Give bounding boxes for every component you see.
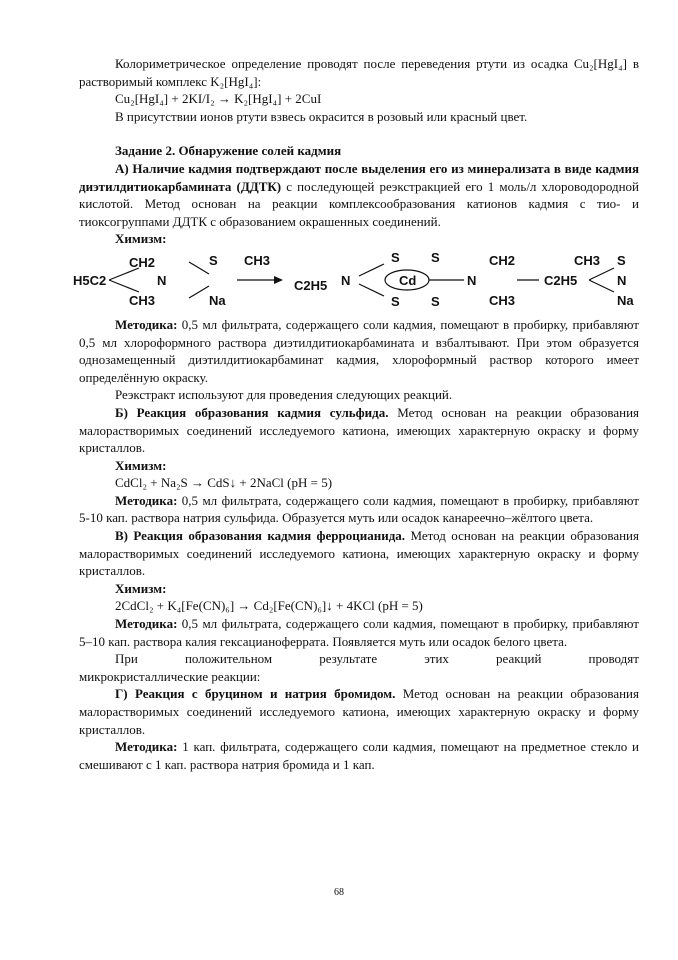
section-b-title: Б) Реакция образования кадмия сульфида. bbox=[115, 404, 389, 420]
paragraph-colorimetric: Колориметрическое определение проводят после переведения ртути из осадка Cu₂[HgI₄] в растворимый комплекс K₂[HgI₄]: bbox=[79, 56, 639, 89]
scheme-label-na: Na bbox=[209, 292, 226, 308]
scheme-label-n-4: N bbox=[617, 272, 627, 288]
equation-3: 2CdCl₂ + K₄[Fe(CN)₆] → Cd₂[Fe(CN)₆]↓ + 4KCl (pH = 5) bbox=[115, 598, 423, 614]
section-a-title: А) Наличие кадмия подтверждают после выделения его из минерализата в виде кадмия диэтилдитиокарбамината (ДДТК) bbox=[79, 160, 639, 194]
scheme-label-c2h5: C2H5 bbox=[294, 277, 328, 293]
scheme-label-ch3-far: CH3 bbox=[574, 252, 601, 268]
scheme-label-na-2: Na bbox=[617, 292, 634, 308]
scheme-label-n-2: N bbox=[341, 272, 351, 288]
scheme-label-n-3: N bbox=[467, 272, 477, 288]
scheme-label-ch3-right: CH3 bbox=[489, 292, 516, 308]
method-4-label: Методика: bbox=[115, 739, 178, 755]
scheme-label-s-6: S bbox=[617, 252, 626, 268]
page-body bbox=[73, 55, 640, 773]
equation-1: Cu₂[HgI₄] + 2KI/I₂ → K₂[HgI₄] + 2CuI bbox=[115, 91, 322, 107]
section-a-paragraph: А) Наличие кадмия подтверждают после выделения его из минерализата в виде кадмия диэтилдитиокарбамината (ДДТК) с последующей реэкстракцией его 1 моль/л хлороводородной кислотой. Метод основан на реакции комплексообразования катионов кадмия с тио- и тиоксогруппами ДДТК с образованием окрашенных соединений. bbox=[79, 160, 639, 229]
scheme-label-ch3-bottom: CH3 bbox=[129, 292, 156, 308]
scheme-label-c2h5-right: C2H5 bbox=[544, 272, 578, 288]
scheme-label-s-4: S bbox=[431, 249, 440, 265]
section-b-paragraph: Б) Реакция образования кадмия сульфида. Метод основан на реакции образования малорастворимых соединений исследуемого катиона, имеющих характерную окраску и форму кристаллов. bbox=[79, 404, 640, 456]
scheme-label-h5c2: H5C2 bbox=[73, 272, 107, 288]
method-4-paragraph: Методика: 1 кап. фильтрата, содержащего соли кадмия, помещают на предметное стекло и смешивают с 1 кап. раствора натрия бромида и 1 кап. bbox=[79, 739, 639, 772]
scheme-label-s-5: S bbox=[431, 293, 440, 309]
scheme-label-ch2-right: CH2 bbox=[489, 252, 516, 268]
method-2-label: Методика: bbox=[115, 492, 178, 508]
page-number: 68 bbox=[334, 887, 344, 898]
positive-result-line: При положительном результате этих реакций проводят bbox=[115, 651, 639, 667]
equation-2: CdCl₂ + Na₂S → CdS↓ + 2NaCl (pH = 5) bbox=[115, 475, 333, 491]
chem-label-2: Химизм: bbox=[115, 457, 167, 473]
scheme-label-s-3: S bbox=[391, 293, 400, 309]
scheme-label-cd: Cd bbox=[399, 272, 417, 288]
method-1-label: Методика: bbox=[115, 316, 178, 332]
paragraph-positive-result: При положительном результате этих реакций проводят микрокристаллические реакции: bbox=[79, 651, 639, 684]
section-g-paragraph: Г) Реакция с бруцином и натрия бромидом. Метод основан на реакции образования малорастворимых соединений исследуемого катиона, имеющих характерную окраску и форму кристаллов. bbox=[79, 686, 639, 737]
section-g-title: Г) Реакция с бруцином и натрия бромидом. bbox=[115, 686, 396, 702]
scheme-label-s-2: S bbox=[391, 249, 400, 265]
scheme-label-ch3-top: CH3 bbox=[244, 252, 271, 268]
method-3-paragraph: Методика: 0,5 мл фильтрата, содержащего соли кадмия, помещают в пробирку, прибавляют 5–10 кап. раствора калия гексацианоферрата. Появляется муть или осадок белого цвета. bbox=[79, 616, 639, 649]
method-2-paragraph: Методика: 0,5 мл фильтрата, содержащего соли кадмия, помещают в пробирку, прибавляют 5-10 кап. раствора натрия сульфида. Образуется муть или осадок канареечно–жёлтого цвета. bbox=[79, 492, 639, 526]
chem-label-3: Химизм: bbox=[115, 580, 167, 596]
method-1-paragraph: Методика: 0,5 мл фильтрата, содержащего соли кадмия, помещают в пробирку, прибавляют 0,5 мл хлороформного раствора диэтилдитиокарбамината и взбалтывают. При этом образуется однозамещенный диэтилдитиокарбаминат кадмия, хлороформный раствор которого имеет определённую окраску. bbox=[79, 316, 639, 385]
method-3-label: Методика: bbox=[115, 616, 178, 632]
scheme-label-s-1: S bbox=[209, 252, 218, 268]
reaction-scheme-drawing bbox=[69, 250, 649, 310]
section-v-paragraph: В) Реакция образования кадмия ферроцианида. Метод основан на реакции образования малорастворимых соединений исследуемого катиона, имеющих характерную окраску и форму кристаллов. bbox=[79, 528, 639, 579]
scheme-label-n-1: N bbox=[157, 272, 167, 288]
scheme-label-ch2-top: CH2 bbox=[129, 254, 156, 270]
reaction-scheme bbox=[73, 249, 639, 310]
paragraph-reextract: Реэкстракт используют для проведения следующих реакций. bbox=[115, 387, 453, 403]
section-v-title: В) Реакция образования кадмия ферроцианида. bbox=[115, 528, 406, 544]
paragraph-mercury-color: В присутствии ионов ртути взвесь окрасится в розовый или красный цвет. bbox=[115, 108, 528, 124]
chem-label-1: Химизм: bbox=[115, 231, 167, 247]
task2-heading: Задание 2. Обнаружение солей кадмия bbox=[115, 143, 342, 159]
